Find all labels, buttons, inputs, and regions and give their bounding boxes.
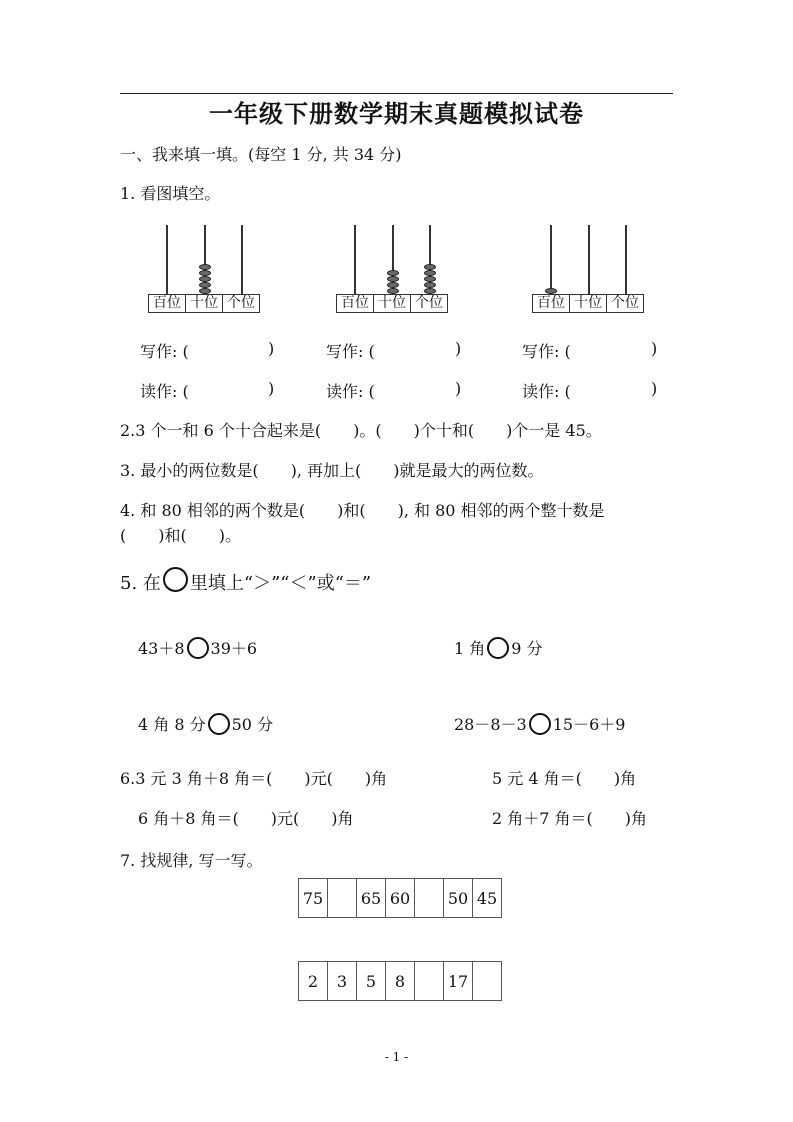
abacus-3	[532, 225, 646, 320]
question-7-label: 7. 找规律, 写一写。	[120, 851, 263, 870]
read-close-1: )	[268, 379, 275, 398]
question-3: 3. 最小的两位数是( ), 再加上( )就是最大的两位数。	[120, 461, 544, 480]
pattern-cell: 17	[444, 962, 473, 1001]
abacus-bead	[387, 276, 399, 282]
pattern-cell: 45	[473, 879, 502, 918]
abacus-bead	[199, 276, 211, 282]
pattern-table-1	[298, 878, 502, 918]
abacus-label-ones: 个位	[222, 295, 259, 312]
question-4-line-2: ( )和( )。	[120, 526, 241, 545]
abacus-bead	[424, 282, 436, 288]
abacus-bead	[387, 282, 399, 288]
abacus-label-tens: 十位	[569, 295, 606, 312]
abacus-label-hundreds: 百位	[537, 295, 565, 311]
question-6-a: 6.3 元 3 角＋8 角＝( )元( )角	[120, 769, 388, 788]
page-number: - 1 -	[384, 1050, 409, 1064]
abacus-bead	[199, 270, 211, 276]
write-label-1: 写作: (	[140, 342, 189, 361]
write-label-3: 写作: (	[522, 342, 571, 361]
abacus-label-hundreds: 百位	[153, 295, 181, 311]
pattern-table-2	[298, 961, 502, 1001]
question-5-instruction	[120, 567, 371, 595]
question-5-suffix: 里填上“＞”“＜”或“＝”	[189, 573, 372, 594]
write-close-1: )	[268, 339, 275, 358]
abacus-label-ones: 个位	[606, 295, 643, 312]
abacus-bead	[424, 264, 436, 270]
question-1-label: 1. 看图填空。	[120, 184, 221, 203]
pattern-cell-blank[interactable]	[415, 962, 444, 1001]
abacus-2	[336, 225, 450, 320]
compare-item-1: 43＋8 39＋6	[138, 639, 258, 658]
abacus-label-ones: 个位	[410, 295, 447, 312]
abacus-bead	[424, 276, 436, 282]
circle-blank-icon[interactable]	[208, 713, 230, 735]
abacus-bead	[545, 288, 557, 294]
abacus-bead	[424, 270, 436, 276]
question-4-line-1: 4. 和 80 相邻的两个数是( )和( ), 和 80 相邻的两个整十数是	[120, 501, 605, 520]
write-label-2: 写作: (	[326, 342, 375, 361]
pattern-cell: 5	[357, 962, 386, 1001]
abacus-label-tens: 十位	[185, 295, 222, 312]
circle-blank-icon	[163, 567, 188, 592]
write-close-3: )	[651, 339, 658, 358]
question-2: 2.3 个一和 6 个十合起来是( )。( )个十和( )个一是 45。	[120, 421, 602, 440]
read-close-3: )	[651, 379, 658, 398]
question-6-d: 2 角＋7 角＝( )角	[492, 809, 648, 828]
section-heading: 一、我来填一填。(每空 1 分, 共 34 分)	[120, 145, 402, 164]
abacus-bead	[387, 270, 399, 276]
page-title: 一年级下册数学期末真题模拟试卷	[209, 100, 584, 128]
question-6-c: 6 角＋8 角＝( )元( )角	[138, 809, 354, 828]
question-6-b: 5 元 4 角＝( )角	[492, 769, 637, 788]
circle-blank-icon[interactable]	[187, 637, 209, 659]
pattern-cell-blank[interactable]	[328, 879, 357, 918]
read-label-3: 读作: (	[522, 382, 571, 401]
abacus-label-tens: 十位	[373, 295, 410, 312]
abacus-bead	[199, 282, 211, 288]
compare-item-2: 1 角 9 分	[454, 639, 543, 658]
pattern-cell-blank[interactable]	[415, 879, 444, 918]
pattern-cell: 75	[299, 879, 328, 918]
abacus-bead	[387, 288, 399, 294]
pattern-cell: 2	[299, 962, 328, 1001]
compare-item-3: 4 角 8 分 50 分	[138, 715, 274, 734]
pattern-cell: 50	[444, 879, 473, 918]
abacus-1	[148, 225, 262, 320]
circle-blank-icon[interactable]	[487, 637, 509, 659]
pattern-cell: 60	[386, 879, 415, 918]
read-label-2: 读作: (	[326, 382, 375, 401]
pattern-cell: 3	[328, 962, 357, 1001]
read-label-1: 读作: (	[140, 382, 189, 401]
write-close-2: )	[455, 339, 462, 358]
abacus-bead	[199, 264, 211, 270]
pattern-cell-blank[interactable]	[473, 962, 502, 1001]
abacus-bead	[199, 288, 211, 294]
compare-item-4: 28－8－3 15－6＋9	[454, 715, 626, 734]
abacus-label-hundreds: 百位	[341, 295, 369, 311]
read-close-2: )	[455, 379, 462, 398]
question-5-prefix: 5. 在	[120, 573, 161, 594]
abacus-bead	[424, 288, 436, 294]
pattern-cell: 8	[386, 962, 415, 1001]
pattern-cell: 65	[357, 879, 386, 918]
circle-blank-icon[interactable]	[529, 713, 551, 735]
